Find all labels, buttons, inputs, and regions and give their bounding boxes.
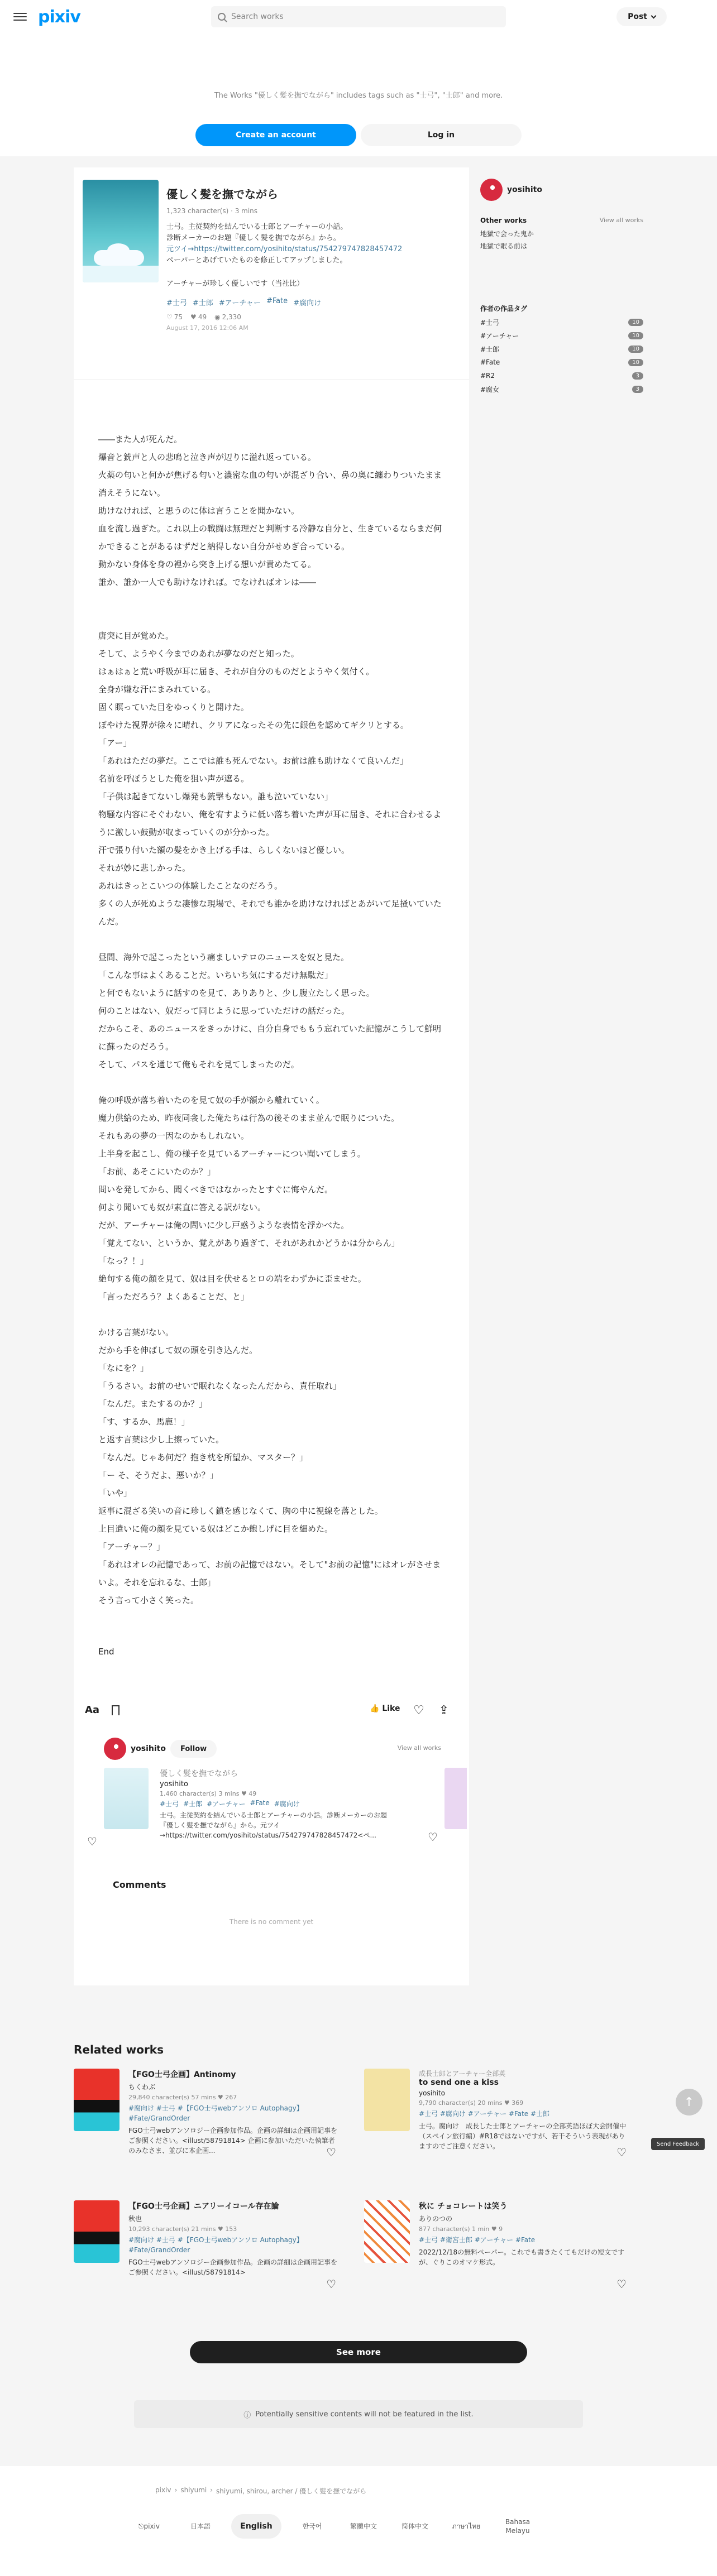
work-note: アーチャーが珍しく優しいです（当社比） bbox=[166, 280, 304, 288]
work-description: 士弓。主従契約を結んでいる士郎とアーチャーの小話。 診断メーカーのお題『優しく髪を撫でながら』から。 元ツイ→https://twitter.com/yosihito/status/754279747828457472 ペーパーとあげていたものを修正してアップしました。 bbox=[166, 222, 456, 266]
sidebar-tag[interactable]: #腐女 3 bbox=[480, 383, 643, 395]
novel-paragraph: 「なんだ。じゃあ何だ？抱き枕を所望か、マスター？」 bbox=[98, 1452, 308, 1462]
work-main bbox=[74, 167, 469, 1985]
pixiv-logo[interactable]: pixiv bbox=[38, 7, 80, 27]
eye-icon: ◉ bbox=[214, 313, 221, 321]
related-description: FGO士弓webアンソロジー企画参加作品。企画の詳細は企画用記事をご参照ください。<illust/58791814> bbox=[128, 2258, 337, 2276]
novel-paragraph: 魔力供給のため、昨夜同衾した俺たちは行為の後そのまま並んで眠りについた。 bbox=[98, 1113, 400, 1123]
work-stats bbox=[166, 313, 456, 321]
novel-paragraph: 「いや」 bbox=[98, 1488, 132, 1498]
novel-paragraph: 物騒な内容にそぐわない、俺を宥すように低い落ち着いた声が耳に届き、それに合わせるように激しい鼓動が収まっていくのが分かった。 bbox=[98, 809, 442, 837]
footer bbox=[0, 2466, 717, 2576]
related-heading: Related works bbox=[74, 2043, 164, 2056]
novel-paragraph: 「お前、あそこにいたのか？」 bbox=[98, 1167, 216, 1177]
novel-paragraph: 上半身を起こし、俺の様子を見ているアーチャーについ聞いてしまう。 bbox=[98, 1149, 366, 1159]
comments-section bbox=[74, 1874, 469, 1985]
create-account-button[interactable]: Create an account bbox=[195, 124, 356, 146]
other-works-title: Other works bbox=[480, 217, 527, 224]
series-thumbnail[interactable] bbox=[104, 1768, 149, 1829]
novel-paragraph: はぁはぁと荒い呼吸が耳に届き、それが自分のものだとようやく気付く。 bbox=[98, 666, 375, 677]
end-label: End bbox=[98, 1647, 114, 1657]
action-bar bbox=[74, 1694, 469, 1734]
heart-icon[interactable]: ♡ bbox=[87, 1835, 97, 1848]
sensitive-notice: ⓘ Potentially sensitive contents will not be featured in the list. bbox=[134, 2400, 583, 2428]
novel-paragraph: 動かない身体を身の裡から突き上げる想いが責めたてる。 bbox=[98, 559, 317, 569]
like-button[interactable]: 👍 Like bbox=[370, 1704, 400, 1713]
novel-paragraph: ――また人が死んだ。 bbox=[98, 434, 183, 444]
related-author[interactable]: ちくわぶ bbox=[128, 2083, 156, 2091]
sidebar-tag[interactable]: #士弓 10 bbox=[480, 316, 643, 328]
related-item[interactable] bbox=[74, 2069, 358, 2191]
tag-link[interactable]: #士郎 bbox=[183, 1800, 203, 1808]
work-tags bbox=[166, 297, 456, 308]
tag-link[interactable]: #士弓 bbox=[160, 1800, 179, 1808]
novel-paragraph: それもあの夢の一因なのかもしれない。 bbox=[98, 1131, 250, 1141]
post-date: August 17, 2016 12:06 AM bbox=[166, 324, 248, 332]
series-description: 士弓。主従契約を結んでいる士郎とアーチャーの小話。診断メーカーのお題『優しく髪を撫でながら』から。元ツイ→https://twitter.com/yosihito/status/754279747828457472<ペ... bbox=[160, 1811, 388, 1839]
search-placeholder: Search works bbox=[231, 12, 284, 21]
heart-icon[interactable]: ♡ bbox=[428, 1830, 438, 1844]
sidebar-tag[interactable]: #R2 3 bbox=[480, 370, 643, 382]
related-thumbnail[interactable] bbox=[364, 2200, 410, 2263]
series-item[interactable] bbox=[87, 1768, 439, 1848]
language-option[interactable]: 日本語 bbox=[190, 2522, 211, 2530]
novel-paragraph: 全身が嫌な汗にまみれている。 bbox=[98, 684, 216, 694]
language-option[interactable]: 繁體中文 bbox=[350, 2522, 377, 2530]
tag-link[interactable]: #アーチャー bbox=[218, 299, 261, 308]
login-button[interactable]: Log in bbox=[361, 124, 522, 146]
language-option[interactable]: ภาษาไทย bbox=[452, 2522, 481, 2530]
language-option-active[interactable]: English bbox=[231, 2514, 281, 2539]
novel-paragraph: 返事に混ざる笑いの音に珍しく鎮を感じなくて、胸の中に視線を落とした。 bbox=[98, 1506, 383, 1516]
novel-paragraph: そして、ようやく今までのあれが夢なのだと知った。 bbox=[98, 649, 299, 659]
work-length: 1,323 character(s) · 3 mins bbox=[166, 207, 258, 215]
next-series-thumbnail[interactable] bbox=[444, 1768, 467, 1829]
series-tags bbox=[160, 1799, 300, 1809]
novel-paragraph: 「こんな事はよくあることだ。いちいち気にするだけ無駄だ」 bbox=[98, 970, 333, 980]
related-meta: 10,293 character(s) 21 mins ♥ 153 bbox=[128, 2225, 237, 2233]
novel-paragraph: ぼやけた視界が徐々に晴れ、クリアになったその先に銀色を認めてギクリとする。 bbox=[98, 720, 409, 730]
novel-paragraph: 誰か、誰か一人でも助けなければ。でなければオレは―― bbox=[98, 577, 317, 587]
twitter-link[interactable]: 元ツイ→https://twitter.com/yosihito/status/754279747828457472 bbox=[166, 245, 403, 253]
series-author: yosihito bbox=[160, 1780, 188, 1788]
novel-paragraph: 何より聞いても奴が素直に答える訳がない。 bbox=[98, 1202, 266, 1212]
novel-paragraph: 汗で張り付いた額の髪をかき上げる手は、らしくないほど優しい。 bbox=[98, 845, 350, 855]
app-link[interactable]: ⎋ pixiv bbox=[138, 2522, 160, 2530]
novel-paragraph: そして、パスを通じて俺もそれを見てしまったのだ。 bbox=[98, 1059, 299, 1069]
novel-paragraph: 「アーチャー？」 bbox=[98, 1542, 165, 1552]
related-description: 2022/12/18の無料ペーパー。これでも書きたくてもだけの短文ですが、ぐりこのオマケ形式。 bbox=[419, 2248, 625, 2266]
scroll-top-button[interactable]: ↑ bbox=[676, 2089, 702, 2116]
blank-line bbox=[98, 1073, 444, 1091]
heart-icon[interactable]: ♡ bbox=[326, 2146, 336, 2159]
related-thumbnail[interactable] bbox=[364, 2069, 410, 2131]
novel-paragraph: 「うるさい。お前のせいで眠れなくなったんだから、責任取れ」 bbox=[98, 1381, 342, 1391]
tag-link[interactable]: #士弓 bbox=[166, 299, 187, 308]
display-settings-button[interactable]: Aa bbox=[85, 1704, 100, 1716]
novel-paragraph: 「なんだ。またするのか？」 bbox=[98, 1399, 208, 1409]
novel-paragraph: 「あれはただの夢だ。ここでは誰も死んでない。お前は誰も助けなくて良いんだ」 bbox=[98, 756, 409, 766]
blank-line bbox=[98, 930, 444, 948]
related-tags[interactable]: #腐向け #士弓 #【FGO士弓webアンソロ Autophagy】 #Fate/GrandOrder bbox=[128, 2104, 303, 2122]
related-thumbnail[interactable] bbox=[74, 2069, 120, 2131]
work-meta bbox=[166, 180, 456, 332]
related-meta: 29,840 character(s) 57 mins ♥ 267 bbox=[128, 2094, 237, 2101]
novel-paragraph: だからこそ、あのニュースをきっかけに、自分自身でももう忘れていた記憶がこうして鮮明に蘇ったのだろう。 bbox=[98, 1024, 441, 1052]
related-meta: 877 character(s) 1 min ♥ 9 bbox=[419, 2225, 503, 2233]
send-feedback-button[interactable]: Send Feedback bbox=[651, 2138, 705, 2150]
sidebar-author-name[interactable]: yosihito bbox=[507, 185, 542, 194]
related-tags[interactable]: #腐向け #士弓 #【FGO士弓webアンソロ Autophagy】 #Fate/GrandOrder bbox=[128, 2236, 303, 2254]
tag-link[interactable]: #Fate bbox=[250, 1799, 270, 1807]
novel-body bbox=[74, 380, 469, 1626]
tag-link[interactable]: #アーチャー bbox=[207, 1800, 246, 1808]
bookmark-icon[interactable] bbox=[112, 1705, 120, 1715]
breadcrumb: pixiv › shiyumi › shiyumi, shirou, archer / 優しく髪を撫でながら bbox=[155, 2486, 367, 2495]
search-input[interactable] bbox=[211, 6, 506, 27]
related-works bbox=[74, 2043, 643, 2291]
tag-link[interactable]: #腐向け bbox=[274, 1800, 300, 1808]
promo-text: The Works "優しく髪を撫でながら" includes tags such as "士弓", "士郎" and more. bbox=[214, 92, 503, 100]
view-all-works-link[interactable]: View all works bbox=[397, 1744, 441, 1752]
novel-paragraph: 俺の呼吸が落ち着いたのを見て奴の手が額から離れていく。 bbox=[98, 1095, 324, 1105]
sidebar-tag[interactable]: #士郎 10 bbox=[480, 343, 643, 355]
novel-paragraph: 多くの人が死ぬような凄惨な現場で、それでも誰かを助けなければとあがいて足掻いていたんだ。 bbox=[98, 899, 442, 927]
comments-empty: There is no comment yet bbox=[229, 1918, 314, 1926]
sidebar-tag[interactable]: #アーチャー 10 bbox=[480, 329, 643, 342]
related-author[interactable]: 秋也 bbox=[128, 2215, 142, 2223]
heart-icon[interactable]: ♡ bbox=[326, 2277, 336, 2291]
related-author[interactable]: yosihito bbox=[419, 2089, 446, 2097]
tag-link[interactable]: #士郎 bbox=[192, 299, 213, 308]
novel-paragraph: そう言って小さく笑った。 bbox=[98, 1595, 199, 1605]
novel-paragraph: 助けなければ、と思うのに体は言うことを聞かない。 bbox=[98, 506, 300, 516]
related-thumbnail[interactable] bbox=[74, 2200, 120, 2263]
chevron-down-icon bbox=[651, 13, 657, 18]
blank-line bbox=[98, 609, 444, 627]
heart-icon[interactable]: ♡ bbox=[413, 1703, 424, 1718]
see-more-button[interactable]: See more bbox=[190, 2341, 527, 2363]
header bbox=[0, 0, 717, 33]
novel-paragraph: 「子供は起きてないし爆発も銃撃もない。誰も泣いていない」 bbox=[98, 791, 333, 802]
related-title[interactable]: 【FGO士弓企画】ニアリーイコール存在論 bbox=[128, 2202, 279, 2211]
novel-paragraph: 血を流し過ぎた。これ以上の戦闘は無理だと判断する冷静な自分と、生きているならまだ何かできることがあるはずだと納得しない自分がせめぎ合っている。 bbox=[98, 524, 442, 551]
author-tags-title: 作者の作品タグ bbox=[480, 305, 528, 313]
novel-paragraph: 固く瞑っていた目をゆっくりと開けた。 bbox=[98, 702, 249, 712]
work-title: 優しく髪を撫でながら bbox=[166, 188, 278, 201]
related-meta: 9,790 character(s) 20 mins ♥ 369 bbox=[419, 2099, 524, 2107]
comments-title: Comments bbox=[113, 1879, 166, 1890]
language-option[interactable]: 简体中文 bbox=[401, 2522, 428, 2530]
related-item[interactable] bbox=[364, 2069, 649, 2191]
bookmark-count: ♥ 49 bbox=[190, 313, 207, 321]
author-card bbox=[74, 1734, 469, 1874]
novel-paragraph: 問いを発してから、聞くべきではなかったとすぐに悔やんだ。 bbox=[98, 1184, 333, 1195]
sidebar-work-link[interactable]: 地獄で眠る前は bbox=[480, 242, 528, 250]
signup-promo bbox=[0, 33, 717, 156]
post-label: Post bbox=[628, 12, 647, 21]
novel-paragraph: 「覚えてない、というか、覚えがあり過ぎて、それがあれかどうかは分からん」 bbox=[98, 1238, 400, 1248]
thumbs-up-icon: ♡ bbox=[166, 313, 173, 321]
novel-paragraph: 「なにを？」 bbox=[98, 1363, 149, 1373]
novel-paragraph: 「す、するか、馬鹿！」 bbox=[98, 1417, 190, 1427]
breadcrumb-item[interactable]: shiyumi bbox=[180, 2486, 207, 2494]
language-option[interactable]: 한국어 bbox=[302, 2522, 322, 2530]
novel-paragraph: だから手を伸ばして奴の頭を引き込んだ。 bbox=[98, 1345, 258, 1355]
heart-icon[interactable]: ♡ bbox=[616, 2277, 627, 2291]
novel-paragraph: と返す言葉は少し上擦っていた。 bbox=[98, 1435, 224, 1445]
novel-paragraph: 「アー」 bbox=[98, 738, 132, 748]
novel-paragraph: 「ー そ、そうだよ、悪いか？」 bbox=[98, 1470, 218, 1480]
breadcrumb-item[interactable]: pixiv bbox=[155, 2486, 171, 2494]
related-item[interactable] bbox=[364, 2200, 649, 2323]
related-description: FGO士弓webアンソロジー企画参加作品。企画の詳細は企画用記事をご参照ください。<illust/58791814> 企画に参加いただいた執筆者のみなさま、並びに本企画... bbox=[128, 2127, 337, 2155]
related-item[interactable] bbox=[74, 2200, 358, 2323]
related-author[interactable]: ありのつの bbox=[419, 2215, 453, 2223]
sidebar-tag[interactable]: #Fate 10 bbox=[480, 356, 643, 368]
follow-button[interactable]: Follow bbox=[170, 1740, 217, 1758]
heart-icon: ♥ bbox=[190, 313, 197, 321]
related-title[interactable]: 秋に チョコレートは笑う bbox=[419, 2202, 508, 2211]
related-tags[interactable]: #士弓 #衛宮士郎 #アーチャー #Fate bbox=[419, 2236, 536, 2244]
novel-paragraph: と何でもないように話すのを見て、ありありと、少し腹立たしく思った。 bbox=[98, 988, 375, 998]
work-header bbox=[74, 167, 469, 380]
author-name[interactable]: yosihito bbox=[131, 1744, 166, 1753]
tag-link[interactable]: #腐向け bbox=[293, 299, 322, 308]
language-selector bbox=[128, 2514, 538, 2539]
post-button[interactable] bbox=[616, 7, 667, 26]
novel-paragraph: 昼間、海外で起こったという痛ましいテロのニュースを奴と見た。 bbox=[98, 952, 349, 962]
novel-paragraph: あれはきっとこいつの体験したことなのだろう。 bbox=[98, 881, 283, 891]
cover-image[interactable] bbox=[83, 180, 159, 282]
info-icon: ⓘ bbox=[243, 2411, 251, 2420]
menu-icon[interactable] bbox=[13, 10, 27, 23]
avatar[interactable] bbox=[104, 1738, 126, 1760]
novel-paragraph: 上目遣いに俺の顔を見ている奴はどこか飽しげに目を細めた。 bbox=[98, 1524, 333, 1534]
novel-paragraph: 爆音と銃声と人の悲鳴と泣き声が辺りに溢れ返っている。 bbox=[98, 452, 317, 462]
novel-paragraph: 「言っただろう？よくあることだ、と」 bbox=[98, 1292, 250, 1302]
series-meta: 1,460 character(s) 3 mins ♥ 49 bbox=[160, 1790, 257, 1797]
avatar[interactable] bbox=[480, 179, 503, 201]
view-count: ◉ 2,330 bbox=[214, 313, 241, 321]
novel-paragraph: 「あれはオレの記憶であって、お前の記憶ではない。そして"お前の記憶"にはオレがさせまいよ。それを忘れるな、士郎」 bbox=[98, 1560, 441, 1587]
blank-line bbox=[98, 591, 444, 609]
tag-link[interactable]: #Fate bbox=[266, 297, 288, 305]
like-count: ♡ 75 bbox=[166, 313, 183, 321]
search-icon bbox=[218, 13, 226, 21]
novel-paragraph: それが妙に悲しかった。 bbox=[98, 863, 191, 873]
novel-paragraph: かける言葉がない。 bbox=[98, 1327, 174, 1337]
novel-paragraph: 何のことはない、奴だって同じように思っていただけの話だった。 bbox=[98, 1006, 350, 1016]
novel-paragraph: 唐突に目が覚めた。 bbox=[98, 631, 174, 641]
heart-icon[interactable]: ♡ bbox=[616, 2146, 627, 2159]
novel-paragraph: 絶句する俺の顔を見て、奴は目を伏せるとロの端をわずかに歪ませた。 bbox=[98, 1274, 366, 1284]
related-title[interactable]: 【FGO士弓企画】Antinomy bbox=[128, 2070, 236, 2079]
novel-paragraph: 名前を呼ぼうとした俺を狙い声が遮る。 bbox=[98, 774, 250, 784]
view-all-works-link[interactable]: View all works bbox=[599, 217, 643, 224]
related-title[interactable]: to send one a kiss bbox=[419, 2078, 499, 2087]
language-option[interactable]: Bahasa Melayu bbox=[505, 2518, 530, 2535]
series-title[interactable]: 優しく髪を撫でながら bbox=[160, 1769, 238, 1778]
novel-paragraph: 「なっ？！」 bbox=[98, 1256, 149, 1266]
related-tags[interactable]: #士弓 #腐向け #アーチャー #Fate #士郎 bbox=[419, 2110, 550, 2118]
share-icon[interactable]: ⇪ bbox=[438, 1703, 450, 1718]
sidebar-work-link[interactable]: 地獄で会った鬼か bbox=[480, 230, 534, 238]
related-description: 士弓。腐向け 成長した士郎とアーチャーの全部英語ほぼ大会開催中（スペイン旅行編）#R18ではないですが、若干そういう表現がありますのでご注意ください。 bbox=[419, 2122, 627, 2150]
related-series[interactable]: 成長士郎とアーチャー全部英 bbox=[419, 2070, 506, 2078]
novel-paragraph: 火薬の匂いと何かが焦げる匂いと濃密な血の匂いが混ざり合い、鼻の奥に纏わりついたまま消えそうにない。 bbox=[98, 470, 442, 498]
novel-paragraph: だが、アーチャーは俺の問いに少し戸惑うような表情を浮かべた。 bbox=[98, 1220, 350, 1230]
breadcrumb-item: shiyumi, shirou, archer / 優しく髪を撫でながら bbox=[216, 2487, 367, 2495]
blank-line bbox=[98, 1306, 444, 1323]
